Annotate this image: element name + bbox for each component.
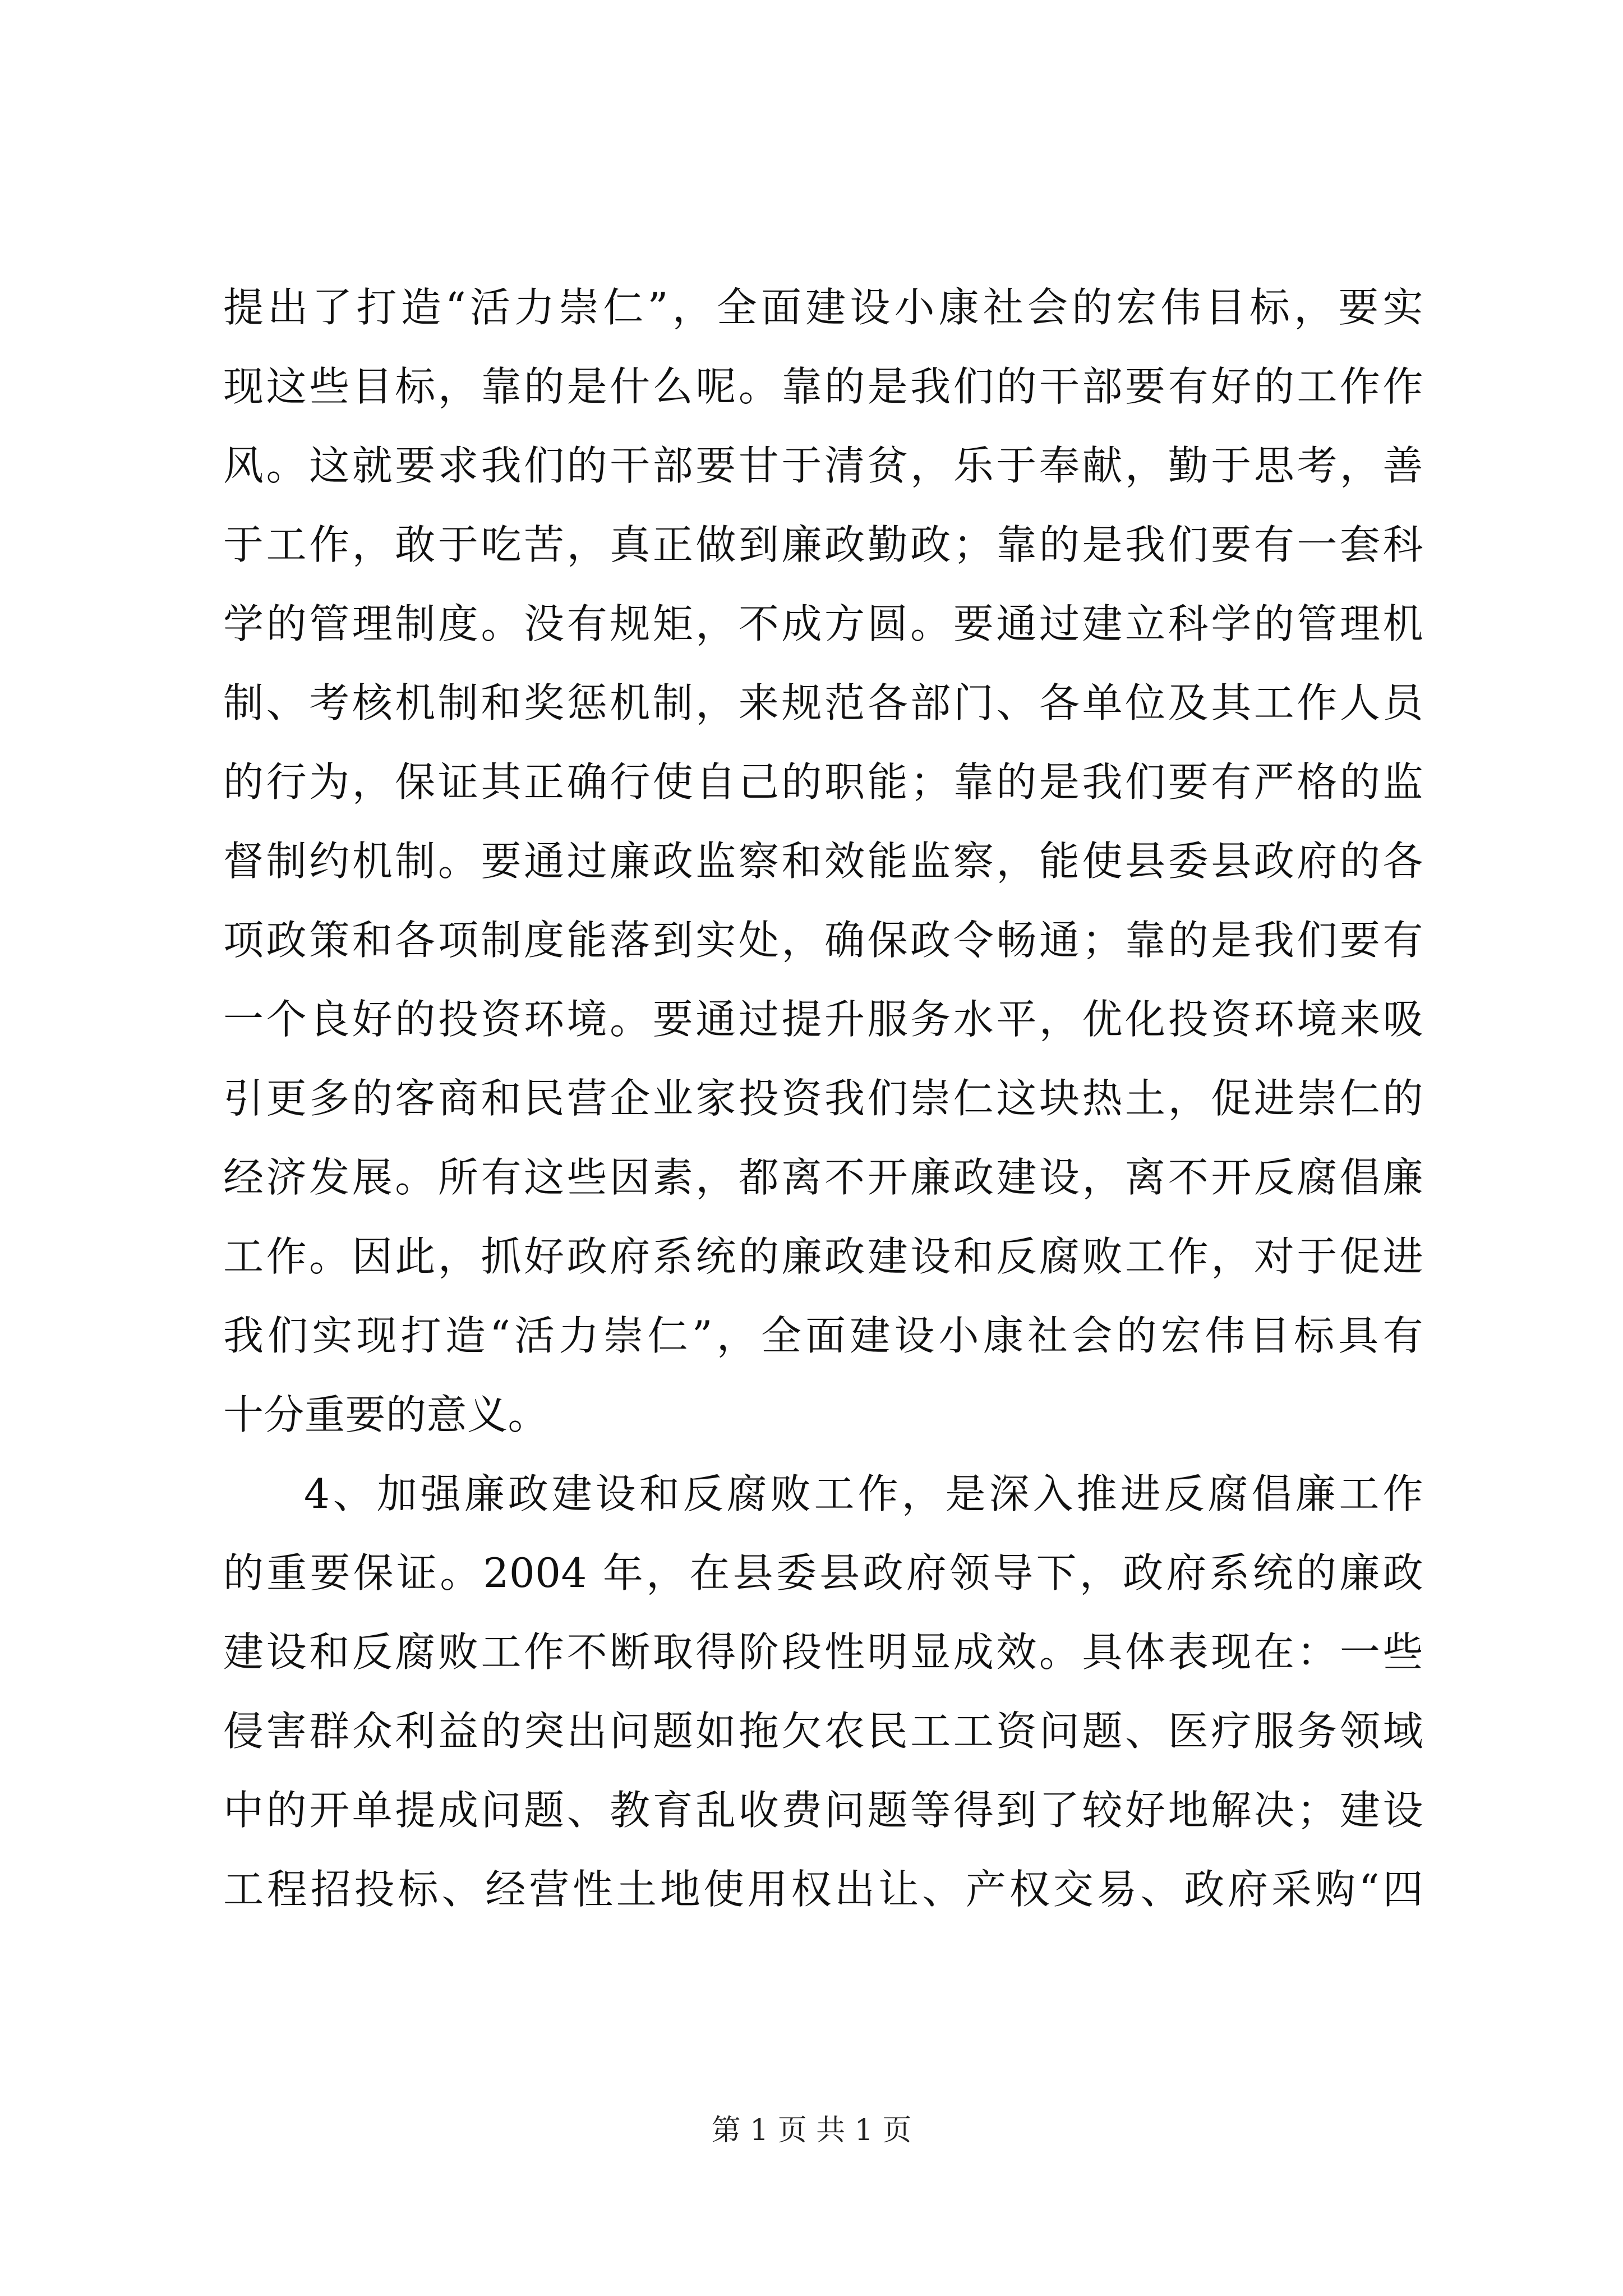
body-text	[223, 268, 1423, 1929]
text-line: 引更多的客商和民营企业家投资我们崇仁这块热土，促进崇仁的	[223, 1075, 1423, 1122]
text-line: 侵害群众利益的突出问题如拖欠农民工工资问题、医疗服务领域	[223, 1708, 1423, 1755]
text-line: 工程招投标、经营性土地使用权出让、产权交易、政府采购“四	[223, 1866, 1423, 1913]
text-line: 风。这就要求我们的干部要甘于清贫，乐于奉献，勤于思考，善	[223, 442, 1423, 489]
text-line: 十分重要的意义。	[223, 1391, 549, 1438]
text-line: 工作。因此，抓好政府系统的廉政建设和反腐败工作，对于促进	[223, 1233, 1423, 1280]
text-line: 建设和反腐败工作不断取得阶段性明显成效。具体表现在：一些	[223, 1628, 1423, 1676]
text-line: 我们实现打造“活力崇仁”，全面建设小康社会的宏伟目标具有	[223, 1312, 1423, 1359]
text-line: 提出了打造“活力崇仁”，全面建设小康社会的宏伟目标，要实	[223, 284, 1423, 331]
text-line: 经济发展。所有这些因素，都离不开廉政建设，离不开反腐倡廉	[223, 1154, 1423, 1201]
paragraph-2	[223, 1455, 1423, 1929]
text-line: 制、考核机制和奖惩机制，来规范各部门、各单位及其工作人员	[223, 679, 1423, 726]
text-line: 现这些目标，靠的是什么呢。靠的是我们的干部要有好的工作作	[223, 363, 1423, 410]
text-line: 的行为，保证其正确行使自己的职能；靠的是我们要有严格的监	[223, 758, 1423, 806]
text-line: 中的开单提成问题、教育乱收费问题等得到了较好地解决；建设	[223, 1787, 1423, 1834]
text-line: 一个良好的投资环境。要通过提升服务水平，优化投资环境来吸	[223, 996, 1423, 1043]
text-line: 督制约机制。要通过廉政监察和效能监察，能使县委县政府的各	[223, 838, 1423, 885]
text-line: 学的管理制度。没有规矩，不成方圆。要通过建立科学的管理机	[223, 600, 1423, 647]
text-line: 4、加强廉政建设和反腐败工作，是深入推进反腐倡廉工作	[304, 1470, 1423, 1517]
text-line: 的重要保证。2004 年，在县委县政府领导下，政府系统的廉政	[223, 1549, 1423, 1596]
text-line: 于工作，敢于吃苦，真正做到廉政勤政；靠的是我们要有一套科	[223, 521, 1423, 568]
text-line: 项政策和各项制度能落到实处，确保政令畅通；靠的是我们要有	[223, 917, 1423, 964]
paragraph-1	[223, 268, 1423, 1455]
page-footer: 第 1 页 共 1 页	[711, 2114, 912, 2147]
